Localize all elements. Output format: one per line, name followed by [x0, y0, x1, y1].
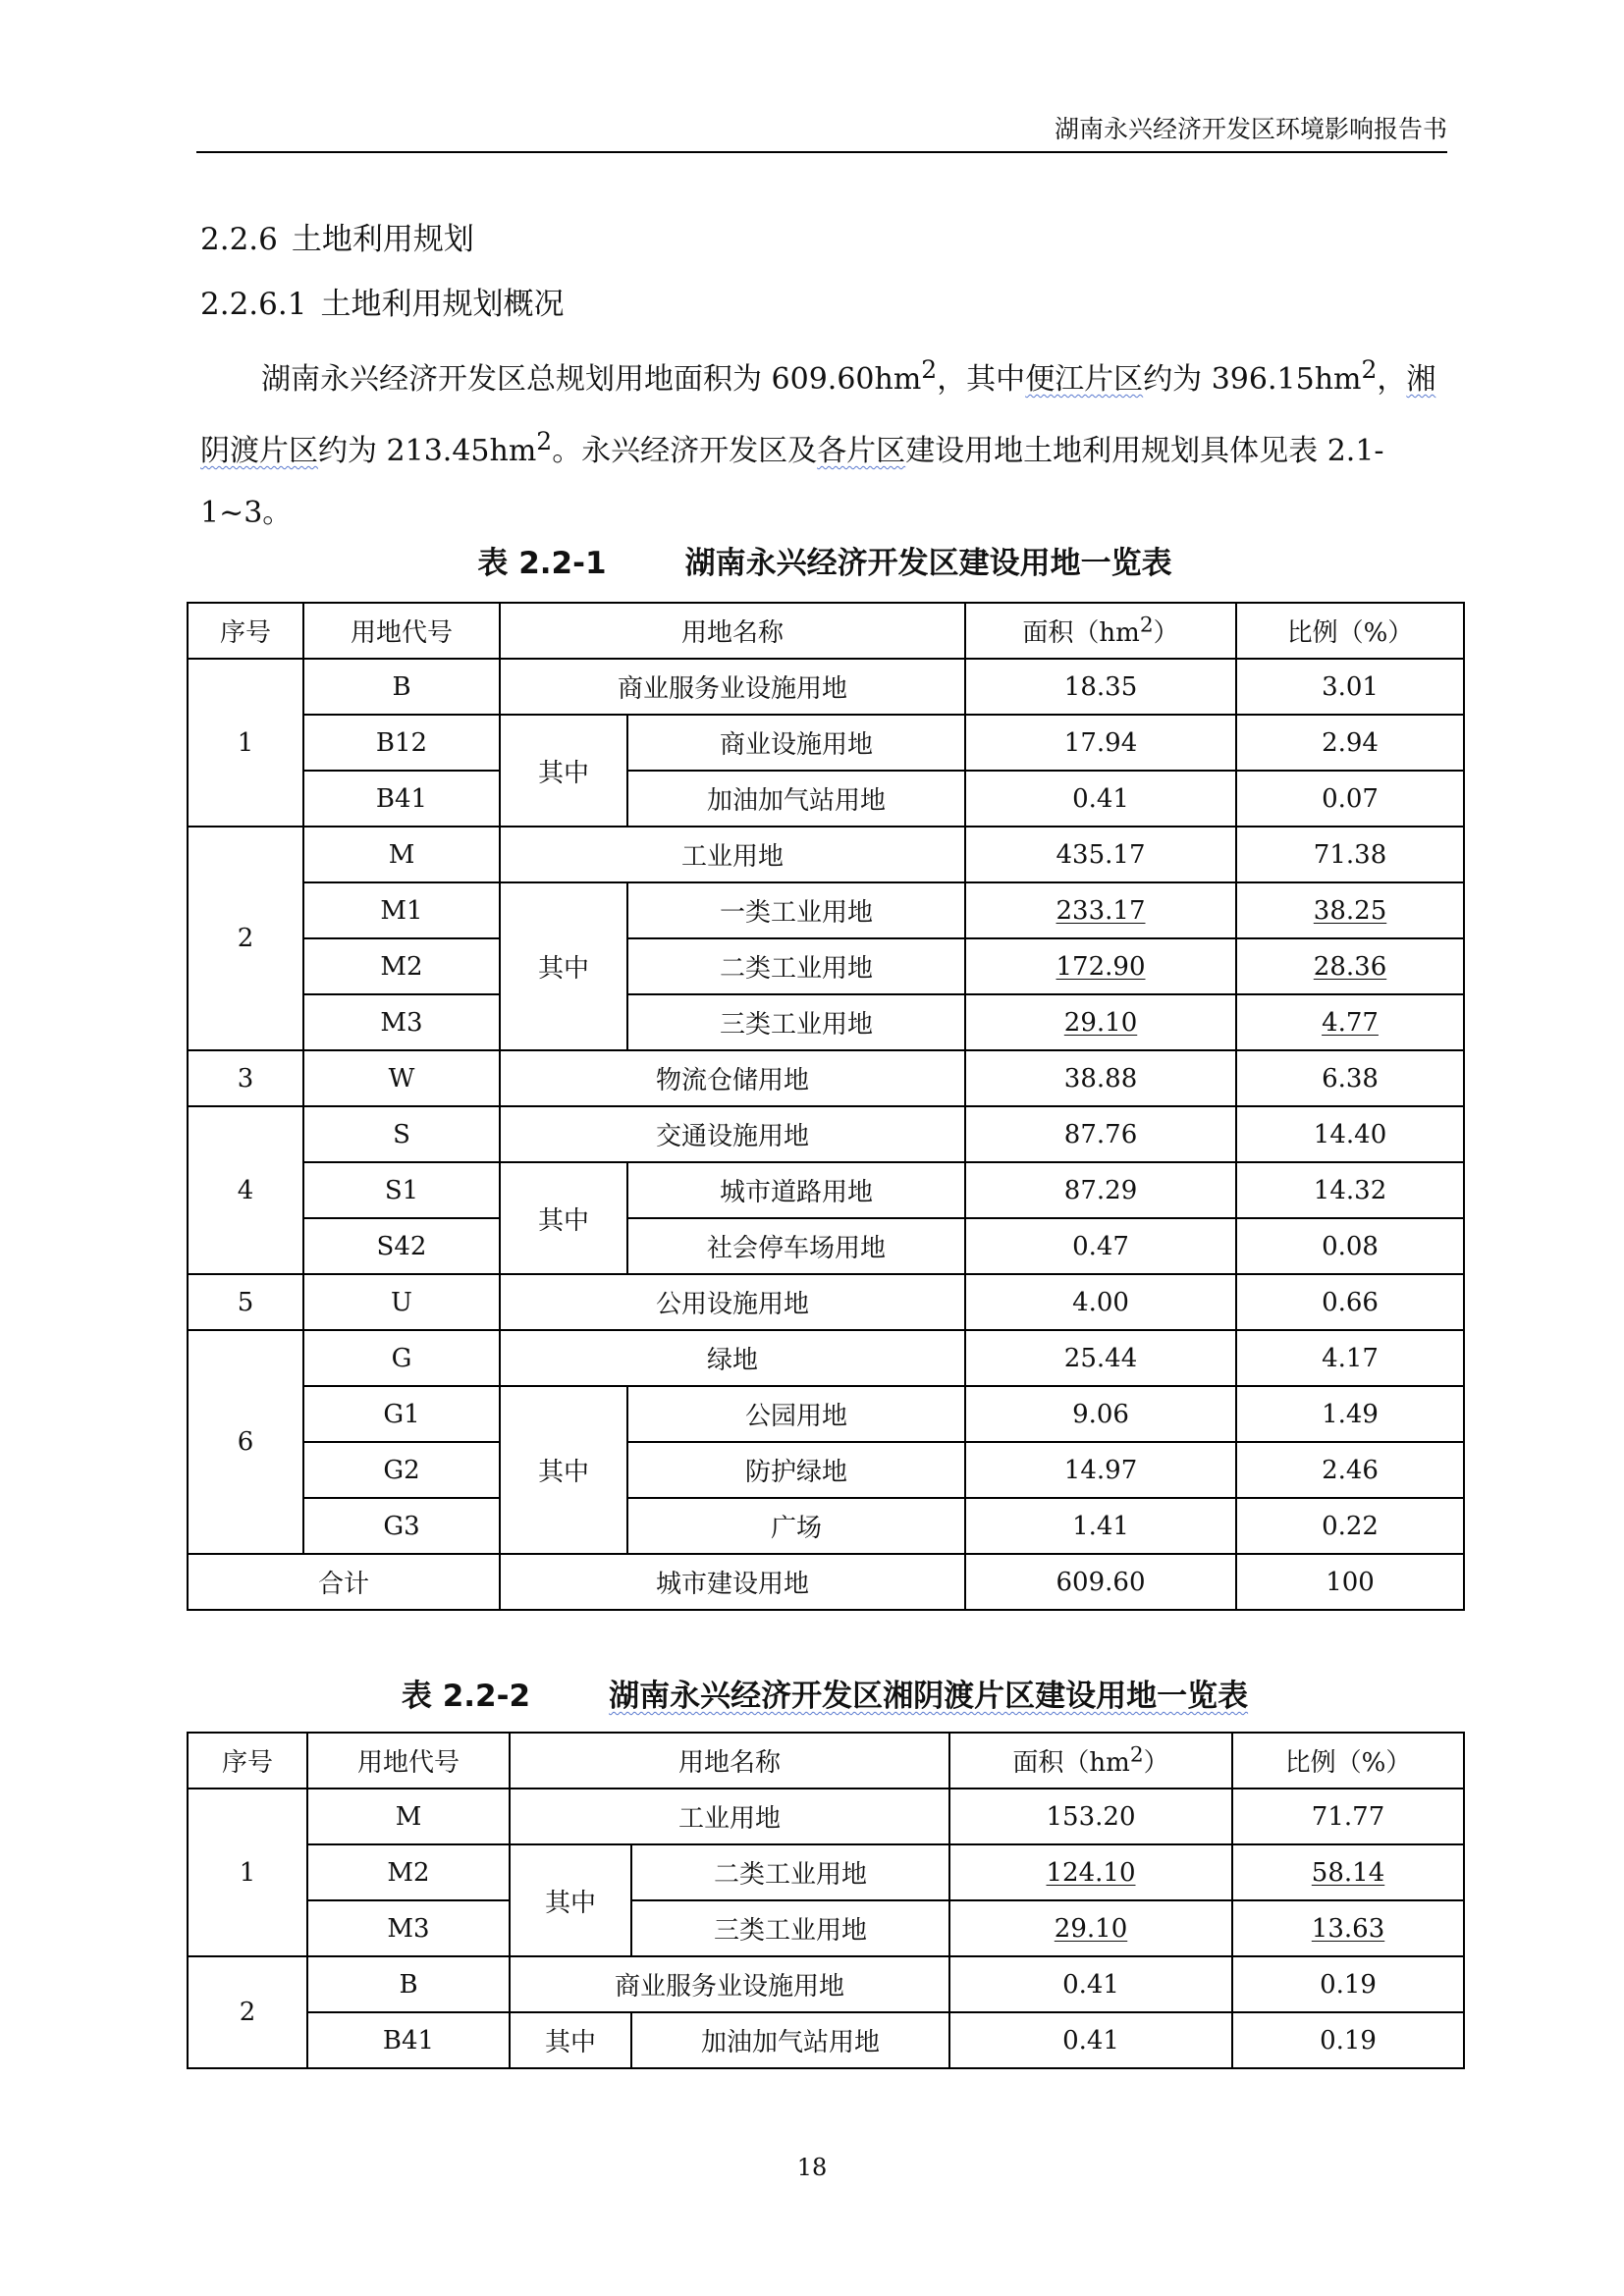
qizhong-label: 其中 — [500, 882, 627, 1050]
table2-caption-number: 表 2.2-2 — [401, 1679, 531, 1714]
table1-caption — [187, 538, 1463, 582]
table-row — [188, 2012, 1464, 2068]
qizhong-label: 其中 — [500, 1162, 627, 1274]
para-text: 湖南永兴经济开发区总规划用地面积为 609.60hm — [261, 362, 922, 397]
table-row — [188, 1050, 1464, 1106]
land-name: 商业服务业设施用地 — [510, 1956, 949, 2012]
land-name: 公园用地 — [627, 1386, 965, 1442]
ratio-value: 0.19 — [1232, 1956, 1464, 2012]
land-code: G3 — [303, 1498, 500, 1554]
table2-caption — [187, 1671, 1463, 1715]
ratio-value: 28.36 — [1236, 938, 1464, 994]
area-value: 38.88 — [965, 1050, 1236, 1106]
table-row — [188, 1274, 1464, 1330]
qizhong-label: 其中 — [500, 715, 627, 827]
para-sup: 2 — [921, 355, 938, 384]
table-header-row — [188, 603, 1464, 659]
table2-caption-title: 湖南永兴经济开发区湘阴渡片区建设用地一览表 — [609, 1679, 1249, 1714]
table-row — [188, 1162, 1464, 1218]
area-value: 87.76 — [965, 1106, 1236, 1162]
table-row — [188, 827, 1464, 882]
ratio-value: 1.49 — [1236, 1386, 1464, 1442]
land-code: M — [303, 827, 500, 882]
ratio-value: 0.08 — [1236, 1218, 1464, 1274]
header-cell: 比例（%） — [1236, 603, 1464, 659]
land-code: W — [303, 1050, 500, 1106]
table-row — [188, 994, 1464, 1050]
area-value: 1.41 — [965, 1498, 1236, 1554]
area-value: 17.94 — [965, 715, 1236, 771]
land-code: B41 — [303, 771, 500, 827]
subsection-title: 土地利用规划概况 — [320, 287, 565, 322]
para-text: 约为 396.15hm — [1143, 362, 1362, 397]
row-number: 1 — [188, 659, 303, 827]
area-value: 0.41 — [949, 1956, 1232, 2012]
para-text: 建设用地土地利用规划具体见表 2.1-1~3。 — [200, 434, 1384, 530]
header-cell: 序号 — [188, 603, 303, 659]
ratio-value: 4.77 — [1236, 994, 1464, 1050]
ratio-value: 0.66 — [1236, 1274, 1464, 1330]
ratio-value: 14.32 — [1236, 1162, 1464, 1218]
section-title: 土地利用规划 — [291, 222, 474, 257]
land-code: M2 — [307, 1844, 510, 1900]
ratio-value: 13.63 — [1232, 1900, 1464, 1956]
table1-land-use — [187, 602, 1465, 1611]
subsection-heading — [200, 279, 564, 323]
land-code: S1 — [303, 1162, 500, 1218]
total-label: 合计 — [188, 1554, 500, 1610]
para-text-xiangyindu: 湘阴渡片区 — [200, 362, 1436, 468]
land-name: 二类工业用地 — [631, 1844, 949, 1900]
ratio-value: 0.22 — [1236, 1498, 1464, 1554]
land-name: 一类工业用地 — [627, 882, 965, 938]
table-row — [188, 715, 1464, 771]
table-row — [188, 1106, 1464, 1162]
area-value: 18.35 — [965, 659, 1236, 715]
land-name: 交通设施用地 — [500, 1106, 965, 1162]
table-row — [188, 1386, 1464, 1442]
area-value: 0.47 — [965, 1218, 1236, 1274]
section-number: 2.2.6 — [200, 222, 278, 257]
para-text: ， — [1377, 362, 1407, 397]
area-value: 87.29 — [965, 1162, 1236, 1218]
table-row — [188, 882, 1464, 938]
ratio-value: 2.46 — [1236, 1442, 1464, 1498]
overview-paragraph — [200, 339, 1447, 544]
section-heading — [200, 214, 474, 258]
land-code: B — [307, 1956, 510, 2012]
header-cell: 用地名称 — [510, 1733, 949, 1789]
area-value: 124.10 — [949, 1844, 1232, 1900]
land-name: 工业用地 — [510, 1789, 949, 1844]
land-name: 加油加气站用地 — [631, 2012, 949, 2068]
qizhong-label: 其中 — [510, 1844, 631, 1956]
area-value: 172.90 — [965, 938, 1236, 994]
table-row — [188, 1498, 1464, 1554]
table-row — [188, 1218, 1464, 1274]
table-row — [188, 1844, 1464, 1900]
ratio-value: 0.19 — [1232, 2012, 1464, 2068]
row-number: 5 — [188, 1274, 303, 1330]
header-cell: 面积$(hm^2)$ — [965, 603, 1236, 659]
total-row — [188, 1554, 1464, 1610]
area-value: 25.44 — [965, 1330, 1236, 1386]
land-code: G2 — [303, 1442, 500, 1498]
para-text: ，其中 — [937, 362, 1026, 397]
land-name: 公用设施用地 — [500, 1274, 965, 1330]
ratio-value: 4.17 — [1236, 1330, 1464, 1386]
para-text-bianjiang: 便江片区 — [1025, 362, 1144, 397]
land-code: M2 — [303, 938, 500, 994]
ratio-value: 71.38 — [1236, 827, 1464, 882]
land-name: 广场 — [627, 1498, 965, 1554]
land-code: B — [303, 659, 500, 715]
area-value: 153.20 — [949, 1789, 1232, 1844]
ratio-value: 58.14 — [1232, 1844, 1464, 1900]
land-code: M1 — [303, 882, 500, 938]
land-code: S42 — [303, 1218, 500, 1274]
land-code: M3 — [307, 1900, 510, 1956]
header-cell: 用地名称 — [500, 603, 965, 659]
table-row — [188, 1330, 1464, 1386]
ratio-value: 100 — [1236, 1554, 1464, 1610]
subsection-number: 2.2.6.1 — [200, 287, 307, 322]
ratio-value: 3.01 — [1236, 659, 1464, 715]
table-row — [188, 1442, 1464, 1498]
row-number: 1 — [188, 1789, 307, 1956]
table-header-row — [188, 1733, 1464, 1789]
area-value: 9.06 — [965, 1386, 1236, 1442]
land-name: 社会停车场用地 — [627, 1218, 965, 1274]
table-row — [188, 771, 1464, 827]
table-row — [188, 938, 1464, 994]
area-value: 29.10 — [965, 994, 1236, 1050]
row-number: 2 — [188, 827, 303, 1050]
area-value: 233.17 — [965, 882, 1236, 938]
table1-caption-number: 表 2.2-1 — [477, 546, 607, 581]
ratio-value: 14.40 — [1236, 1106, 1464, 1162]
land-code: G1 — [303, 1386, 500, 1442]
table1-caption-title: 湖南永兴经济开发区建设用地一览表 — [684, 546, 1172, 581]
table-row — [188, 1956, 1464, 2012]
ratio-value: 38.25 — [1236, 882, 1464, 938]
land-code: G — [303, 1330, 500, 1386]
land-code: U — [303, 1274, 500, 1330]
para-text-gepianqu: 各片区 — [817, 434, 906, 468]
land-code: B41 — [307, 2012, 510, 2068]
ratio-value: 71.77 — [1232, 1789, 1464, 1844]
area-value: 0.41 — [965, 771, 1236, 827]
area-value: 14.97 — [965, 1442, 1236, 1498]
land-name: 防护绿地 — [627, 1442, 965, 1498]
land-name: 二类工业用地 — [627, 938, 965, 994]
header-cell: 比例（%） — [1232, 1733, 1464, 1789]
para-text: 约为 213.45hm — [318, 434, 537, 468]
row-number: 4 — [188, 1106, 303, 1274]
page-number: 18 — [796, 2154, 828, 2181]
table-row — [188, 659, 1464, 715]
land-code: M3 — [303, 994, 500, 1050]
ratio-value: 6.38 — [1236, 1050, 1464, 1106]
qizhong-label: 其中 — [510, 2012, 631, 2068]
land-code: S — [303, 1106, 500, 1162]
land-code: B12 — [303, 715, 500, 771]
area-value: 435.17 — [965, 827, 1236, 882]
land-name: 商业服务业设施用地 — [500, 659, 965, 715]
row-number: 2 — [188, 1956, 307, 2068]
table-row — [188, 1900, 1464, 1956]
land-name: 物流仓储用地 — [500, 1050, 965, 1106]
area-value: 29.10 — [949, 1900, 1232, 1956]
header-cell: 用地代号 — [303, 603, 500, 659]
header-cell: 用地代号 — [307, 1733, 510, 1789]
running-header: 湖南永兴经济开发区环境影响报告书 — [196, 108, 1447, 153]
para-sup: 2 — [536, 427, 553, 455]
land-name: 工业用地 — [500, 827, 965, 882]
row-number: 6 — [188, 1330, 303, 1554]
row-number: 3 — [188, 1050, 303, 1106]
land-name: 城市道路用地 — [627, 1162, 965, 1218]
para-text: 。永兴经济开发区及 — [552, 434, 818, 468]
land-name: 加油加气站用地 — [627, 771, 965, 827]
header-cell: 序号 — [188, 1733, 307, 1789]
header-cell: 面积$(hm^2)$ — [949, 1733, 1232, 1789]
table-row — [188, 1789, 1464, 1844]
area-value: 4.00 — [965, 1274, 1236, 1330]
para-sup: 2 — [1361, 355, 1378, 384]
table2-xiangyindu-land-use — [187, 1732, 1465, 2069]
area-value: 609.60 — [965, 1554, 1236, 1610]
area-value: 0.41 — [949, 2012, 1232, 2068]
ratio-value: 2.94 — [1236, 715, 1464, 771]
qizhong-label: 其中 — [500, 1386, 627, 1554]
land-name: 三类工业用地 — [627, 994, 965, 1050]
land-name: 三类工业用地 — [631, 1900, 949, 1956]
land-name: 城市建设用地 — [500, 1554, 965, 1610]
land-name: 商业设施用地 — [627, 715, 965, 771]
land-code: M — [307, 1789, 510, 1844]
land-name: 绿地 — [500, 1330, 965, 1386]
ratio-value: 0.07 — [1236, 771, 1464, 827]
